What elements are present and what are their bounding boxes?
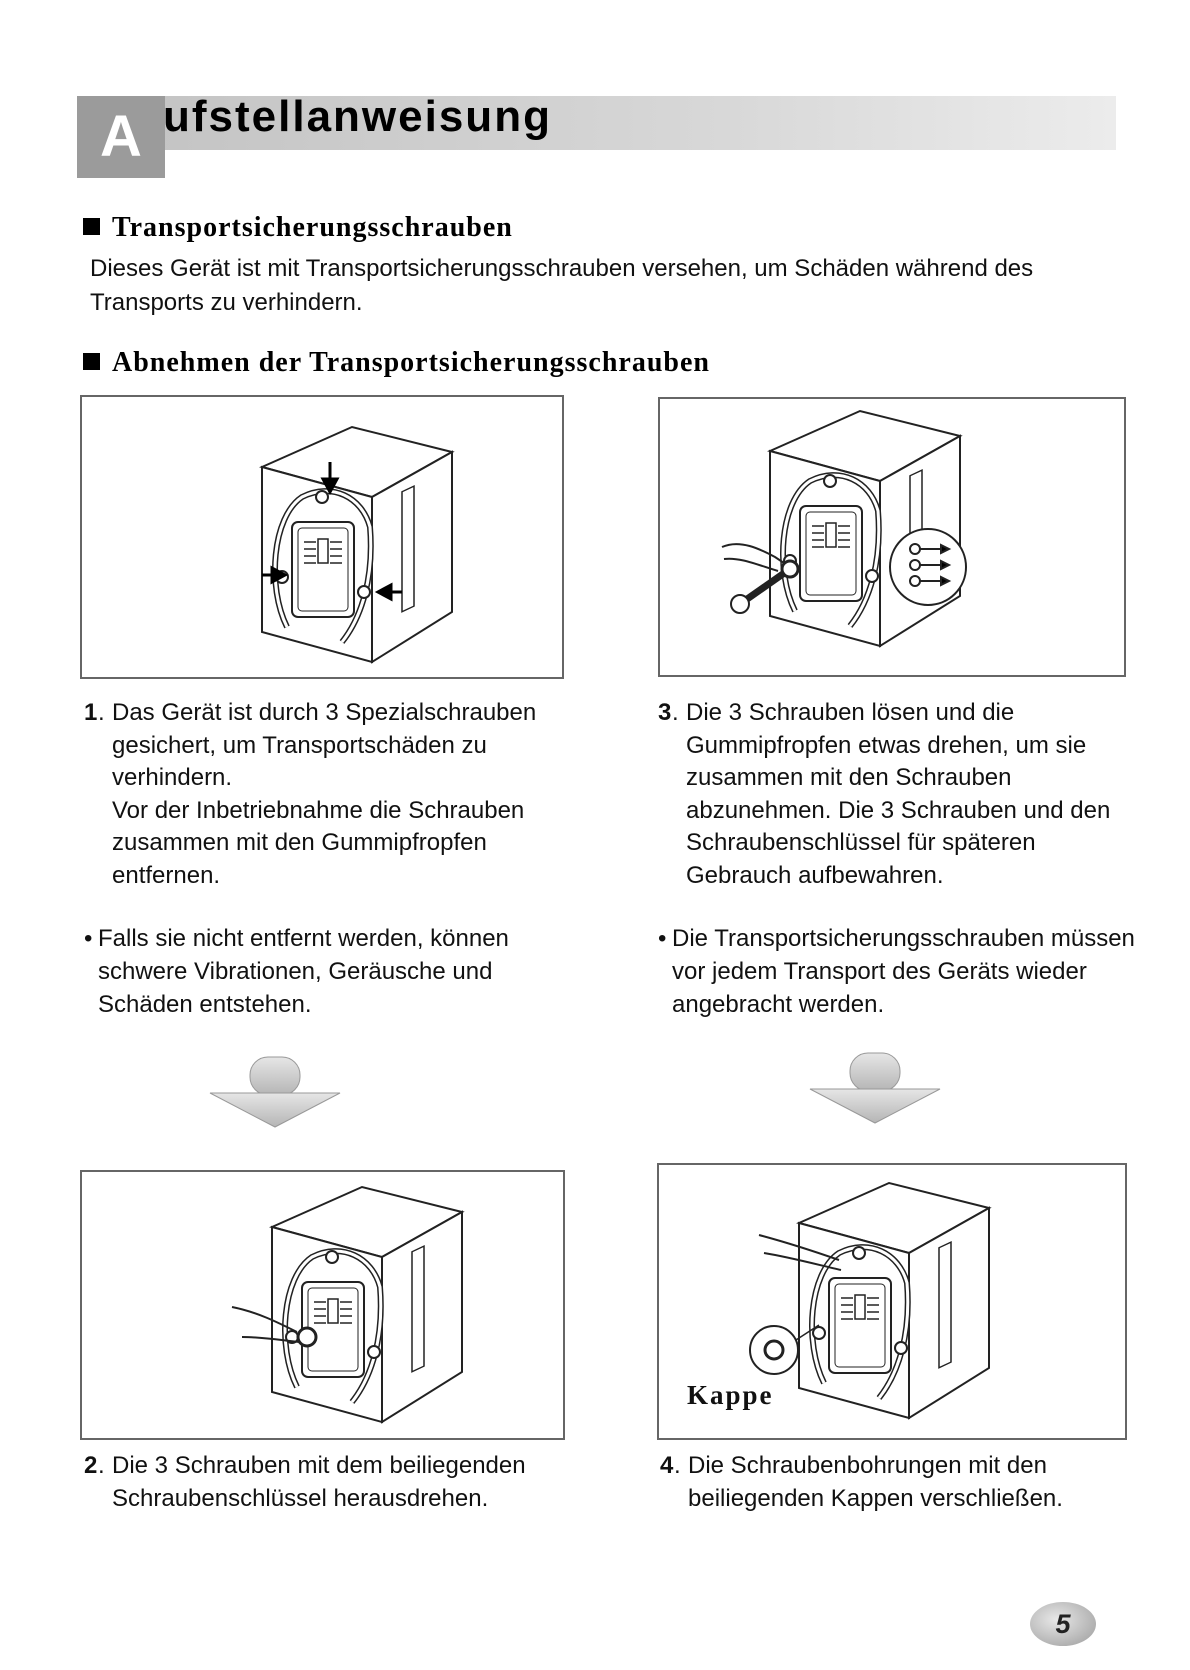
step-1-text: 1 . Das Gerät ist durch 3 Spezialschrauben gesichert, um Transportschäden zu verhindern. Vor der Inbetriebnahme die Schrauben zusammen mit den Gummipfropfen entfernen. [84,699,537,889]
down-arrow-icon [205,1055,345,1130]
down-arrow-icon [805,1051,945,1126]
figure-step-4 [657,1163,1127,1440]
square-bullet-icon [83,218,100,235]
step-3-text: 3 . Die 3 Schrauben lösen und die Gummipfropfen etwas drehen, um sie zusammen mit den Schrauben abzunehmen. Die 3 Schrauben und den Schraubenschlüssel für späteren Gebrauch aufbewahren. [658,699,1111,889]
figure-step-3 [658,397,1126,677]
page-title: ufstellanweisung [163,92,552,141]
figure-step-2 [80,1170,565,1440]
square-bullet-icon [83,353,100,370]
figure-step-1 [80,395,564,679]
step-2-text: 2 . Die 3 Schrauben mit dem beiliegenden Schraubenschlüssel herausdrehen. [84,1452,526,1512]
section-intro-text: Dieses Gerät ist mit Transportsicherungsschrauben versehen, um Schäden während des Transports zu verhindern. [90,255,1034,316]
washer-back-illustration [82,397,562,677]
section-heading-remove-screws: Abnehmen der Transportsicherungsschrauben [83,347,710,379]
page-number: 5 [1055,1609,1071,1639]
washer-back-illustration [660,399,1124,675]
step-3-bullet: • Die Transportsicherungsschrauben müssen vor jedem Transport des Geräts wieder angebracht werden. [658,925,1135,1018]
kappe-label: Kappe [687,1380,774,1410]
step-1-bullet: • Falls sie nicht entfernt werden, können schwere Vibrationen, Geräusche und Schäden entstehen. [84,925,509,1018]
section-heading-transport-screws: Transportsicherungsschrauben [83,212,513,244]
washer-back-illustration [82,1172,563,1438]
page-number-badge [1030,1602,1096,1646]
header-letter: A [100,104,142,169]
step-4-text: 4 . Die Schraubenbohrungen mit den beiliegenden Kappen verschließen. [660,1452,1063,1512]
